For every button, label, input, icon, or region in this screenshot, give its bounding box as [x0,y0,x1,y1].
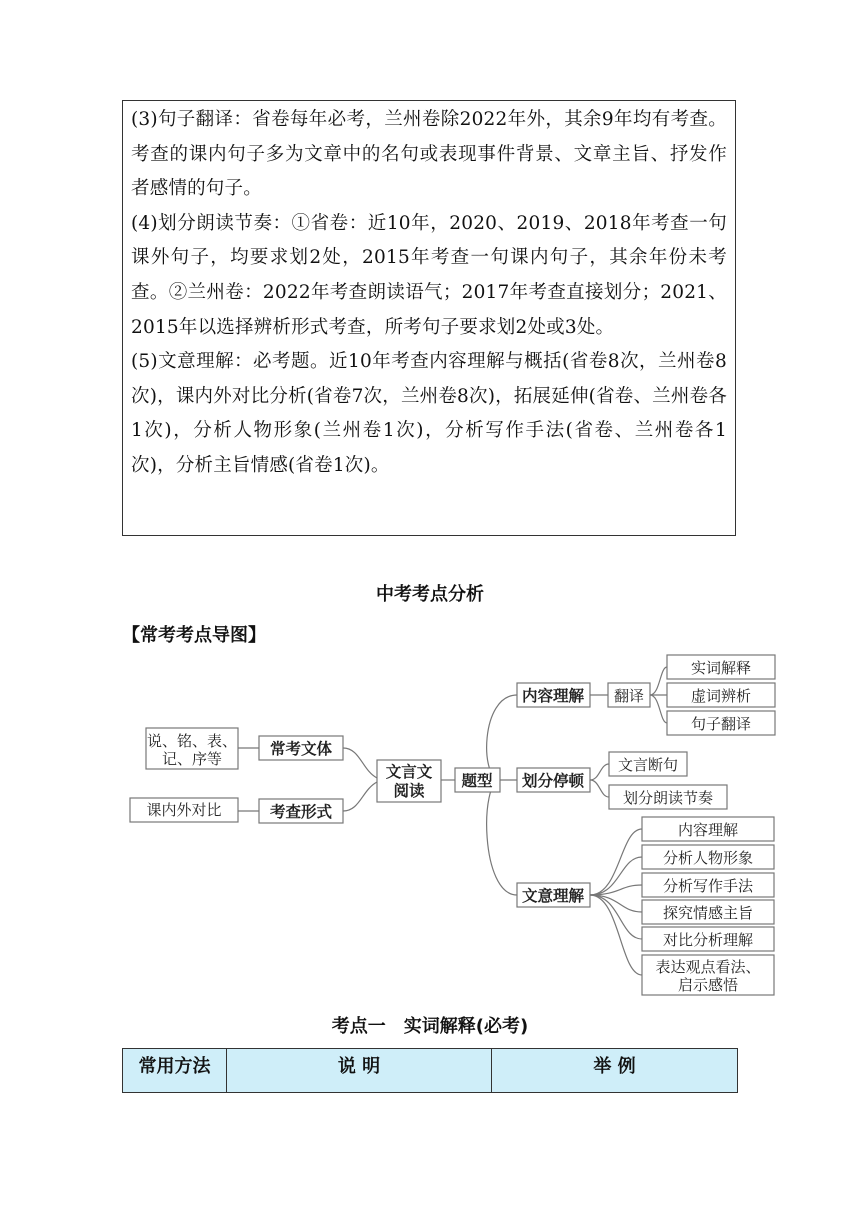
content-understanding-label: 内容理解 [521,687,585,705]
reading-rhythm-label: 划分朗读节奏 [622,789,714,807]
note-sentence-translation: (3)句子翻译：省卷每年必考，兰州卷除2022年外，其余9年均有考查。考查的课内句子多为文章中的名句或表现事件背景、文章主旨、抒发作者感情的句子。 [131,109,727,200]
real-words-label: 实词解释 [690,659,752,677]
header-example: 举 例 [492,1049,738,1093]
exam-form-label: 考查形式 [269,803,333,821]
leaf-opinion-line2: 启示感悟 [677,976,739,994]
mind-map-heading: 【常考考点导图】 [122,625,266,646]
genre-list-line1: 说、铭、表、 [146,732,238,750]
exam-point-title: 考点一 实词解释(必考) [331,1016,529,1037]
classical-reading-line2: 阅读 [393,782,425,800]
sentence-break-label: 文言断句 [617,756,679,774]
leaf-content-label: 内容理解 [677,821,739,839]
function-words-label: 虚词辨析 [690,687,752,705]
header-explanation: 说 明 [227,1049,492,1093]
section-title: 中考考点分析 [376,584,484,605]
mind-map [0,640,860,1010]
leaf-opinion-line1: 表达观点看法、 [655,958,761,976]
sentence-translate-label: 句子翻译 [690,715,752,733]
method-table [122,1048,738,1093]
header-method: 常用方法 [123,1049,227,1093]
leaf-writing-label: 分析写作手法 [662,877,754,895]
pause-division-label: 划分停顿 [521,772,585,790]
leaf-theme-label: 探究情感主旨 [662,904,754,922]
leaf-compare-label: 对比分析理解 [662,931,754,949]
exam-notes-box [122,100,736,536]
classical-reading-line1: 文言文 [385,763,433,781]
translate-label: 翻译 [613,687,645,705]
leaf-character-label: 分析人物形象 [662,849,754,867]
table-header-row [123,1049,738,1093]
note-text-meaning: (5)文意理解：必考题。近10年考查内容理解与概括(省卷8次，兰州卷8次)，课内外对比分析(省卷7次，兰州卷8次)，拓展延伸(省卷、兰州卷各1次)，分析人物形象(兰州卷1次)，分析写作手法(省卷、兰州卷各1次)，分析主旨情感(省卷1次)。 [131,351,727,476]
genre-list-line2: 记、序等 [161,750,223,768]
common-genre-label: 常考文体 [269,740,333,758]
text-meaning-label: 文意理解 [521,887,585,905]
note-reading-rhythm: (4)划分朗读节奏：①省卷：近10年，2020、2019、2018年考查一句课外句子，均要求划2处，2015年考查一句课内句子，其余年份未考查。②兰州卷：2022年考查朗读语气；2017年考查直接划分；2021、2015年以选择辨析形式考查，所考句子要求划2处或3处。 [131,212,727,338]
comparison-note-label: 课内外对比 [146,801,222,819]
question-type-label: 题型 [461,772,493,790]
